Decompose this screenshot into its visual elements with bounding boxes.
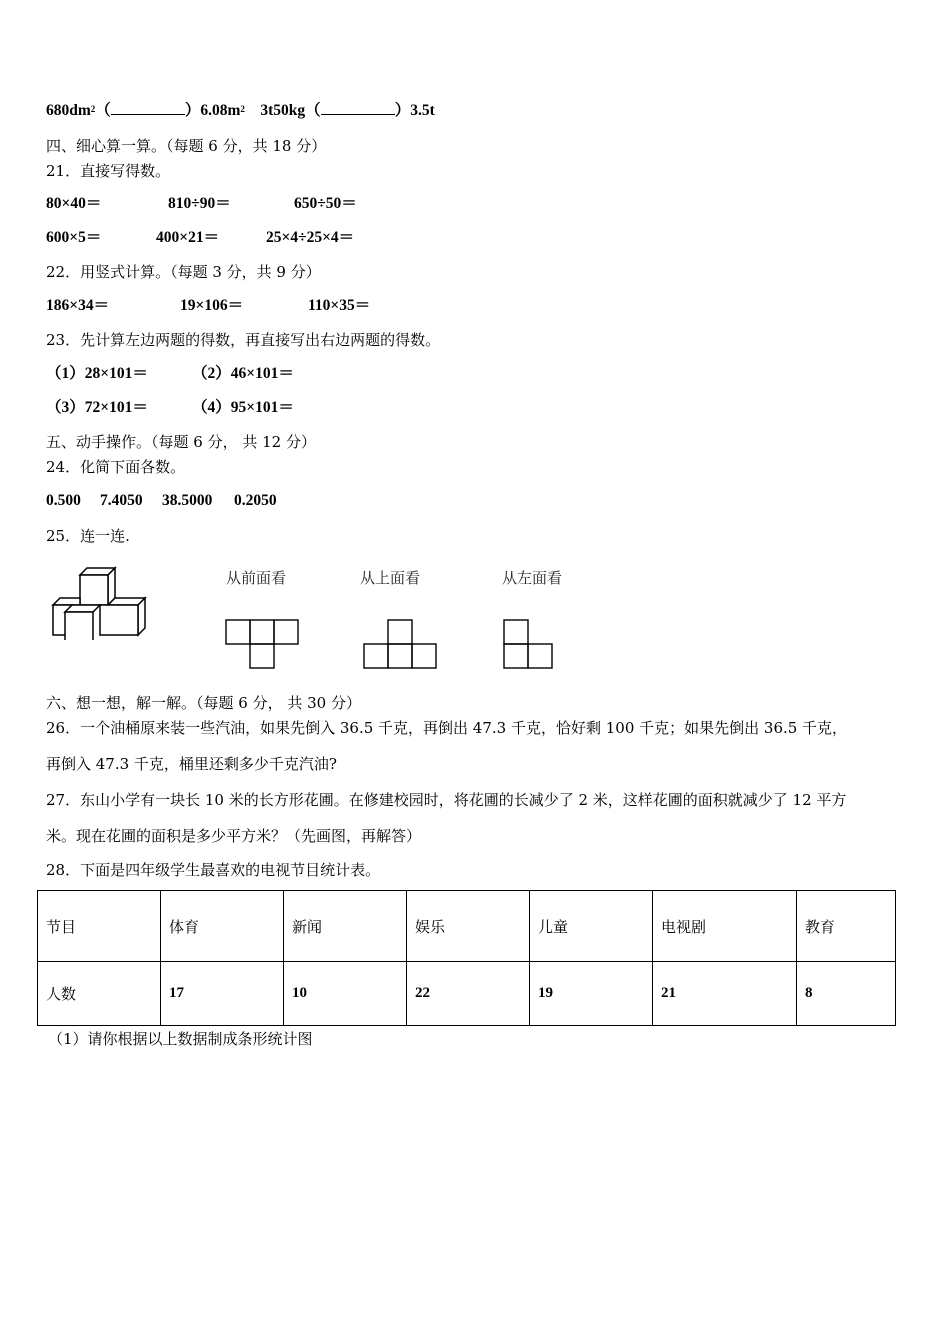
q21-row1: 80×40＝ 810÷90＝ 650÷50＝ (46, 195, 357, 212)
q24-numbers: 0.500 7.4050 38.5000 0.2050 (46, 492, 277, 509)
view-label-left: 从左面看 (502, 569, 563, 587)
q23-title: 23．先计算左边两题的得数，再直接写出右边两题的得数。 (46, 331, 441, 349)
q26-line1: 26．一个油桶原来装一些汽油，如果先倒入 36.5 千克，再倒出 47.3 千克，恰好剩 100 千克；如果先倒出 36.5 千克， (46, 719, 848, 737)
q27-line2: 米。现在花圃的面积是多少平方米？（先画图，再解答） (46, 827, 422, 845)
view-label-front: 从前面看 (226, 569, 287, 587)
q27-line1: 27．东山小学有一块长 10 米的长方形花圃。在修建校园时，将花圃的长减少了 2 米，这样花圃的面积就减少了 12 平方 (46, 791, 847, 809)
q21-row2: 600×5＝ 400×21＝ 25×4÷25×4＝ (46, 229, 355, 246)
table-cell: 节目 (38, 891, 161, 962)
q22-title: 22．用竖式计算。（每题 3 分，共 9 分） (46, 263, 321, 281)
table-cell: 新闻 (284, 891, 407, 962)
q28-sub1: （1）请你根据以上数据制成条形统计图 (48, 1030, 313, 1048)
section-5-heading: 五、动手操作。（每题 6 分， 共 12 分） (46, 433, 316, 451)
table-cell: 10 (284, 962, 407, 1026)
q26-line2: 再倒入 47.3 千克，桶里还剩多少千克汽油? (46, 755, 337, 773)
table-row (38, 962, 896, 1026)
q28-title: 28．下面是四年级学生最喜欢的电视节目统计表。 (46, 861, 381, 879)
q21-title: 21．直接写得数。 (46, 162, 171, 180)
table-cell: 电视剧 (653, 891, 797, 962)
table-cell: 人数 (38, 962, 161, 1026)
left-view-shape (502, 618, 556, 670)
table-cell: 22 (407, 962, 530, 1026)
table-cell: 17 (161, 962, 284, 1026)
tv-program-stats-table (37, 890, 896, 1026)
section-4-heading: 四、细心算一算。（每题 6 分，共 18 分） (46, 137, 327, 155)
table-cell: 儿童 (530, 891, 653, 962)
view-label-top: 从上面看 (360, 569, 421, 587)
table-cell: 19 (530, 962, 653, 1026)
front-view-shape (224, 618, 304, 670)
q23-row2: （3）72×101＝ （4）95×101＝ (46, 399, 294, 416)
q23-row1: （1）28×101＝ （2）46×101＝ (46, 365, 294, 382)
section-6-heading: 六、想一想，解一解。（每题 6 分， 共 30 分） (46, 694, 361, 712)
table-cell: 体育 (161, 891, 284, 962)
top-view-shape (362, 618, 442, 670)
conversion-line: $680dm^2$（ ）$6.08m^2$ 3t50kg（ ）3.5t (46, 102, 435, 119)
answer-blank-2[interactable] (321, 102, 395, 115)
q22-row: 186×34＝ 19×106＝ 110×35＝ (46, 297, 371, 314)
table-header-row (38, 891, 896, 962)
table-cell: 娱乐 (407, 891, 530, 962)
cube-solid-figure (50, 565, 150, 640)
table-cell: 教育 (797, 891, 896, 962)
q24-title: 24．化简下面各数。 (46, 458, 186, 476)
answer-blank-1[interactable] (111, 102, 185, 115)
q25-title: 25．连一连. (46, 527, 130, 545)
table-cell: 8 (797, 962, 896, 1026)
table-cell: 21 (653, 962, 797, 1026)
